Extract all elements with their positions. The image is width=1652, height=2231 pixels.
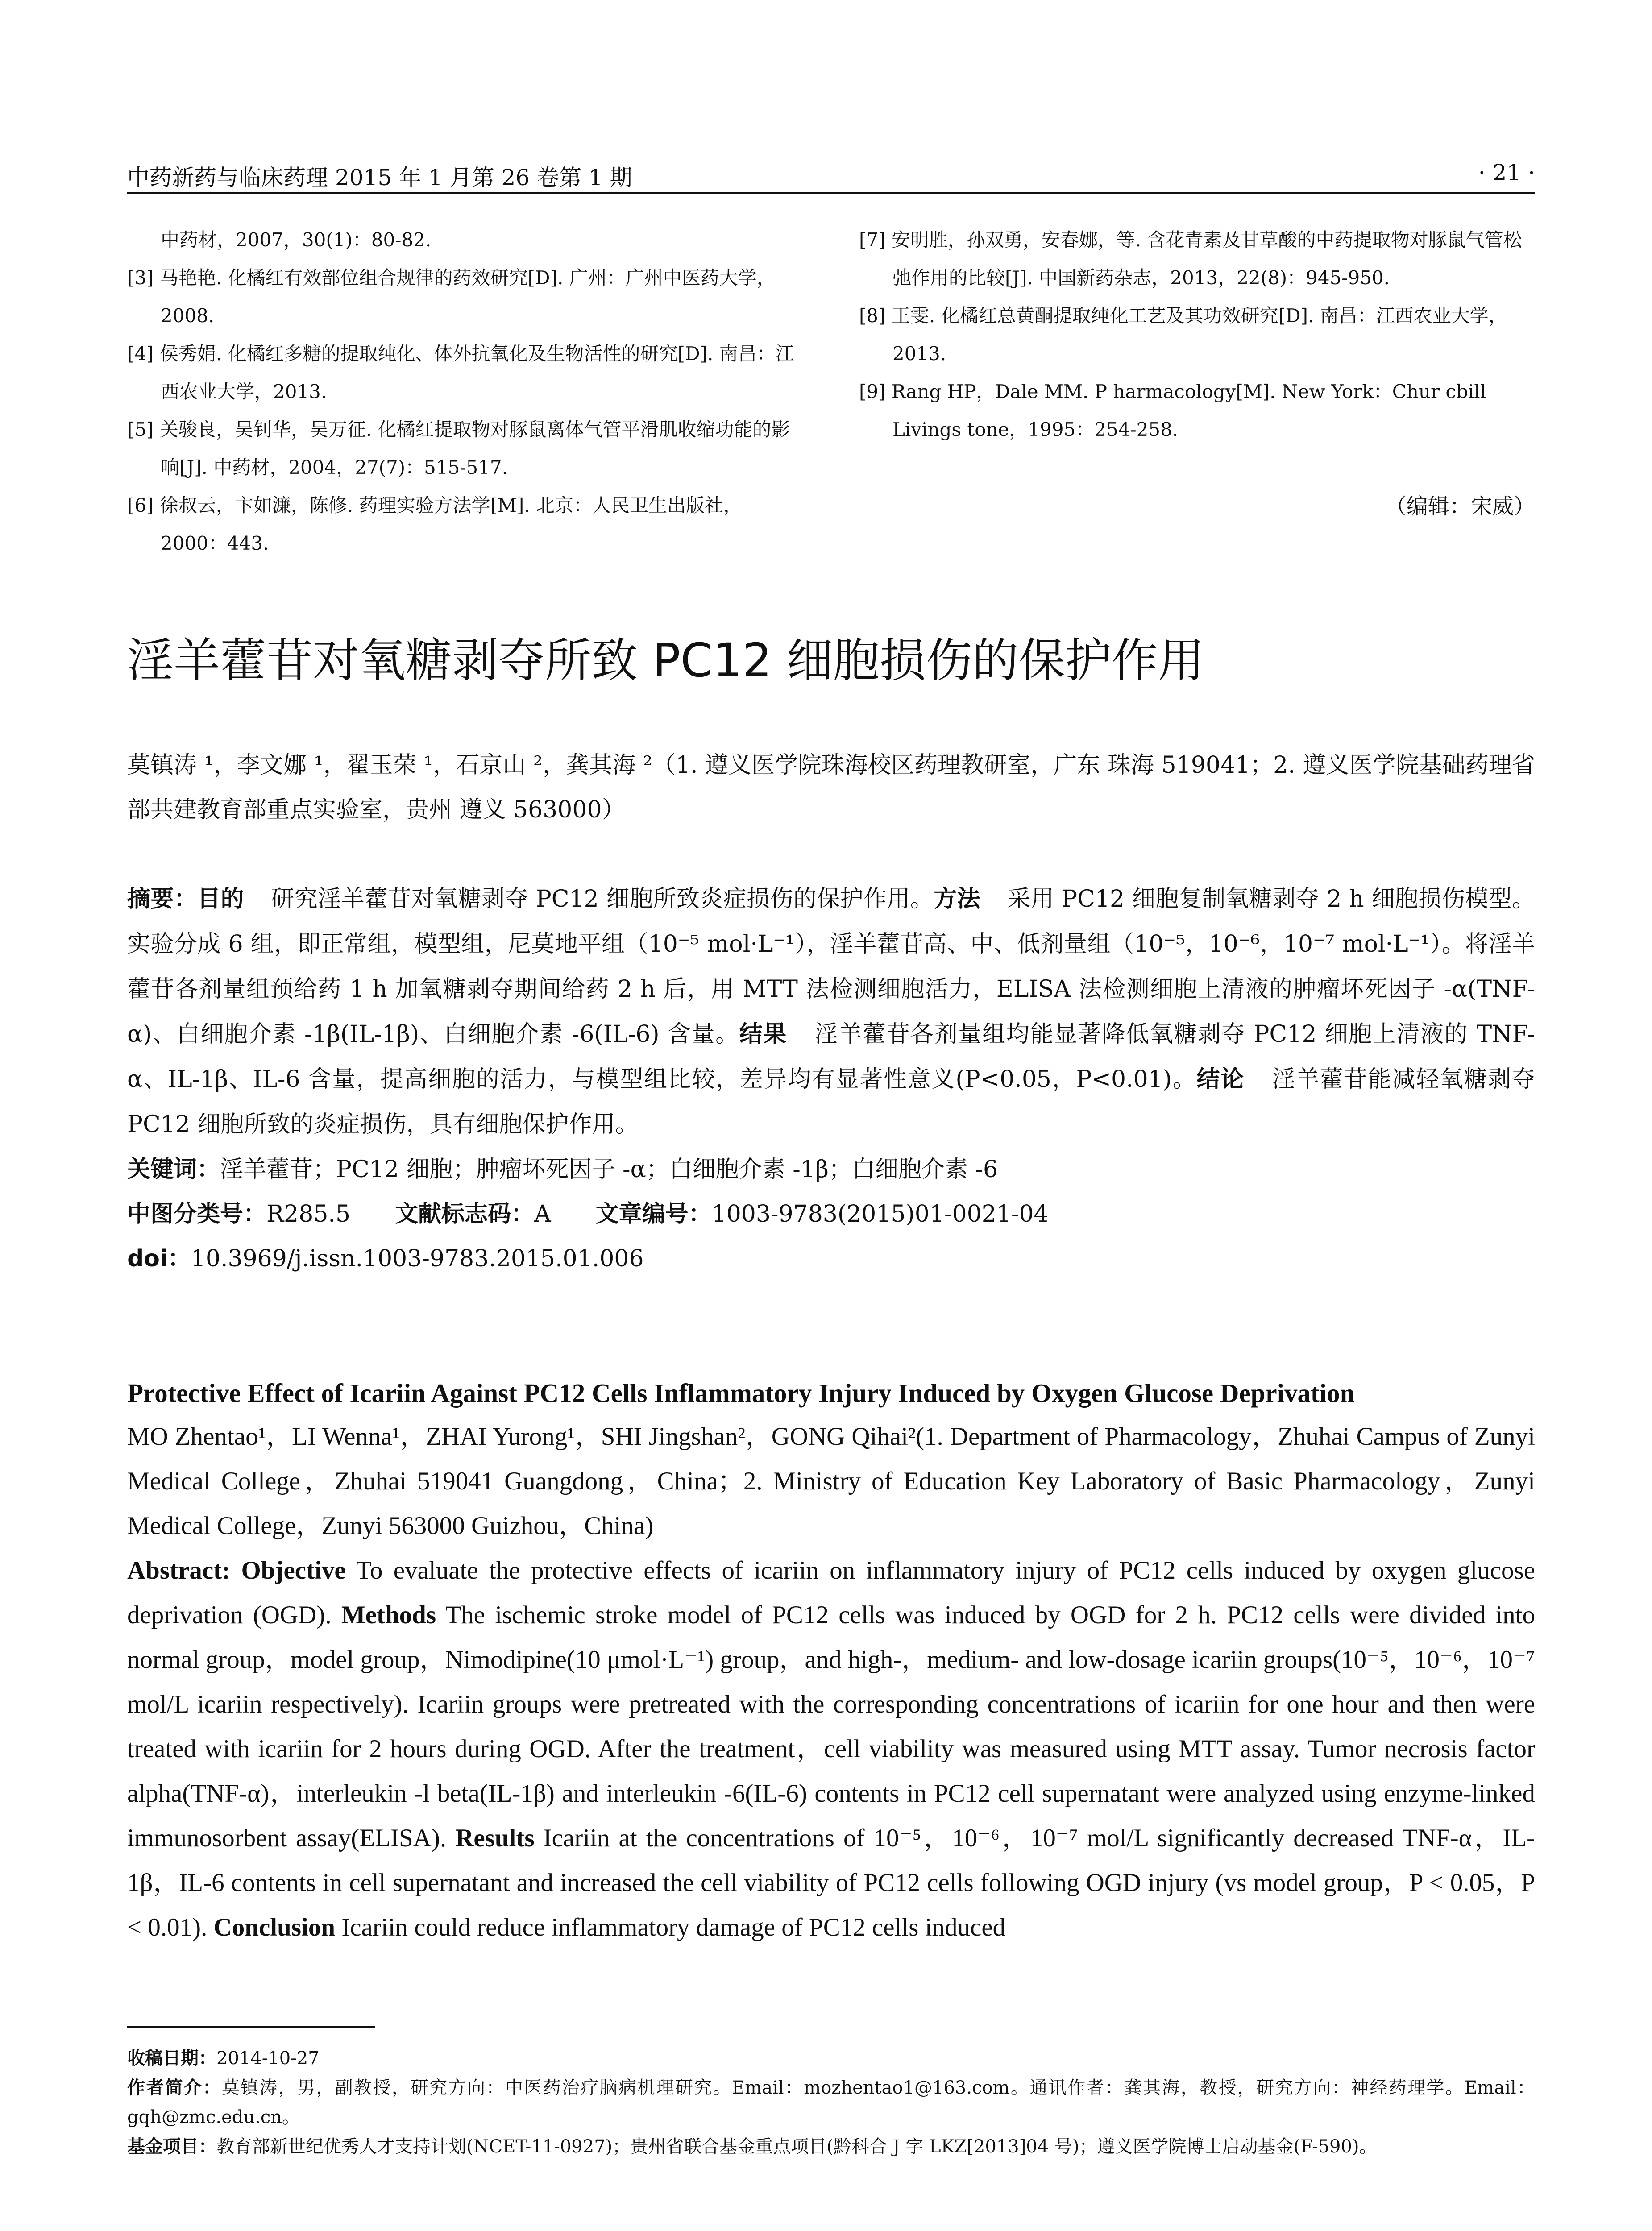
doi-line [127, 1236, 1535, 1281]
abstract-en [127, 1414, 1535, 1950]
authors-zh: 莫镇涛 ¹，李文娜 ¹，翟玉荣 ¹，石京山 ²，龚其海 ²（1. 遵义医学院珠海校区药理教研室，广东 珠海 519041；2. 遵义医学院基础药理省部共建教育部重点实验室，贵州 遵义 563000） [127, 752, 1535, 823]
conclusion-en-label: Conclusion [213, 1913, 336, 1941]
results-en-label: Results [455, 1824, 535, 1852]
objective-en-text: To evaluate the protective effects of icariin on inflammatory injury of PC12 cells induced by oxygen glucose deprivation (OGD). [127, 1556, 1535, 1629]
author-bio-label: 作者简介： [127, 2078, 222, 2098]
clc-label: 中图分类号： [127, 1201, 267, 1227]
methods-text: 采用 PC12 细胞复制氧糖剥夺 2 h 细胞损伤模型。实验分成 6 组，即正常组，模型组，尼莫地平组（10⁻⁵ mol·L⁻¹），淫羊藿苷高、中、低剂量组（10⁻⁵，10⁻⁶，10⁻⁷ mol·L⁻¹）。将淫羊藿苷各剂量组预给药 1 h 加氧糖剥夺期间给药 2 h 后，用 MTT 法检测细胞活力，ELISA 法检测细胞上清液的肿瘤坏死因子 -α(TNF-α)、白细胞介素 -1β(IL-1β)、白细胞介素 -6(IL-6) 含量。 [127, 886, 1535, 1048]
keywords-label: 关键词： [127, 1156, 220, 1183]
article-title-zh: 淫羊藿苷对氧糖剥夺所致 PC12 细胞损伤的保护作用 [127, 633, 1204, 688]
classification-line [127, 1192, 1535, 1236]
doccode-value: A [534, 1201, 551, 1227]
fund-note [127, 2132, 1535, 2161]
conclusion-text: 淫羊藿苷能减轻氧糖剥夺 PC12 细胞所致的炎症损伤，具有细胞保护作用。 [127, 1066, 1535, 1138]
author-bio-note [127, 2073, 1535, 2132]
reference-item: 中药材，2007，30(1)：80-82. [161, 229, 432, 251]
reference-item: [7] 安明胜，孙双勇，安春娜，等. 含花青素及甘草酸的中药提取物对豚鼠气管松弛作用的比较[J]. 中国新药杂志，2013，22(8)：945-950. [859, 229, 1522, 289]
received-date-note [127, 2044, 1535, 2073]
journal-name: 中药新药与临床药理 2015 年 1 月第 26 卷第 1 期 [127, 165, 632, 191]
abstract-zh-body [127, 877, 1535, 1147]
results-label: 结果 [739, 1021, 788, 1048]
keywords: 淫羊藿苷；PC12 细胞；肿瘤坏死因子 -α；白细胞介素 -1β；白细胞介素 -6 [220, 1156, 998, 1183]
abstract-zh [127, 877, 1535, 1281]
fund-text: 教育部新世纪优秀人才支持计划(NCET-11-0927)；贵州省联合基金重点项目(黔科合 J 字 LKZ[2013]04 号)；遵义医学院博士启动基金(F-590)。 [216, 2136, 1377, 2157]
abstract-label: 摘要： [127, 886, 198, 912]
articleno-label: 文章编号： [595, 1201, 712, 1227]
footnote-divider [127, 2026, 375, 2028]
objective-label: 目的 [197, 886, 245, 912]
reference-item: [3] 马艳艳. 化橘红有效部位组合规律的药效研究[D]. 广州：广州中医药大学，2008. [127, 267, 776, 327]
results-text: 淫羊藿苷各剂量组均能显著降低氧糖剥夺 PC12 细胞上清液的 TNF-α、IL-1β、IL-6 含量，提高细胞的活力，与模型组比较，差异均有显著性意义(P<0.05，P<0.01)。 [127, 1021, 1535, 1093]
results-en-text: Icariin at the concentrations of 10⁻⁵，10⁻⁶，10⁻⁷ mol/L significantly decreased TNF-α，IL-1β，IL-6 contents in cell supernatant and increased the cell viability of PC12 cells following OGD injury (vs model group，P < 0.05，P < 0.01). [127, 1824, 1536, 1941]
references-left-column [127, 221, 805, 562]
reference-item: [5] 关骏良，吴钊华，吴万征. 化橘红提取物对豚鼠离体气管平滑肌收缩功能的影响[J]. 中药材，2004，27(7)：515-517. [127, 419, 790, 478]
footnotes [127, 2044, 1535, 2161]
references-right-column [859, 221, 1535, 448]
methods-label: 方法 [934, 886, 981, 912]
keywords-line [127, 1147, 1535, 1192]
methods-en-label: Methods [341, 1601, 436, 1629]
reference-item: [8] 王雯. 化橘红总黄酮提取纯化工艺及其功效研究[D]. 南昌：江西农业大学，2013. [859, 305, 1507, 365]
reference-item: [9] Rang HP，Dale MM. P harmacology[M]. New York：Chur cbill Livings tone，1995：254-258. [859, 381, 1492, 440]
abstract-en-body [127, 1548, 1535, 1950]
conclusion-en-text: Icariin could reduce inflammatory damage of PC12 cells induced [341, 1913, 1006, 1941]
received-date: 2014-10-27 [216, 2048, 320, 2069]
author-bio: 莫镇涛，男，副教授，研究方向：中医药治疗脑病机理研究。Email：mozhentao1@163.com。通讯作者：龚其海，教授，研究方向：神经药理学。Email：gqh@zmc.edu.cn。 [127, 2078, 1536, 2127]
running-header [127, 152, 1535, 194]
page-number: · 21 · [1478, 160, 1535, 186]
reference-item: [6] 徐叔云，卞如濂，陈修. 药理实验方法学[M]. 北京：人民卫生出版社，2000：443. [127, 494, 743, 554]
doi-label: doi： [127, 1245, 191, 1272]
received-label: 收稿日期： [127, 2048, 216, 2069]
articleno-value: 1003-9783(2015)01-0021-04 [711, 1201, 1049, 1227]
doi-value: 10.3969/j.issn.1003-9783.2015.01.006 [191, 1245, 644, 1272]
objective-text: 研究淫羊藿苷对氧糖剥夺 PC12 细胞所致炎症损伤的保护作用。 [271, 886, 934, 912]
objective-en-label: Objective [241, 1556, 346, 1584]
methods-en-text: The ischemic stroke model of PC12 cells was induced by OGD for 2 h. PC12 cells were divided into normal group，model group，Nimodipine(10 μmol·L⁻¹) group，and high-，medium- and low-dosage icariin groups(10⁻⁵，10⁻⁶，10⁻⁷ mol/L icariin respectively). Icariin groups were pretreated with the corresponding concentrations of icariin for one hour and then were treated with icariin for 2 hours during OGD. After the treatment，cell viability was measured using MTT assay. Tumor necrosis factor alpha(TNF-α)，interleukin -l beta(IL-1β) and interleukin -6(IL-6) contents in PC12 cell supernatant were analyzed using enzyme-linked immunosorbent assay(ELISA). [127, 1601, 1536, 1852]
authors-en: MO Zhentao¹，LI Wenna¹，ZHAI Yurong¹，SHI Jingshan²，GONG Qihai²(1. Department of Pharmacology，Zhuhai Campus of Zunyi Medical College，Zhuhai 519041 Guangdong，China；2. Ministry of Education Key Laboratory of Basic Pharmacology，Zunyi Medical College，Zunyi 563000 Guizhou，China) [127, 1422, 1535, 1540]
doccode-label: 文献标志码： [395, 1201, 535, 1227]
reference-item: [4] 侯秀娟. 化橘红多糖的提取纯化、体外抗氧化及生物活性的研究[D]. 南昌：江西农业大学，2013. [127, 343, 794, 402]
editor-note: （编辑：宋威） [1385, 494, 1535, 519]
article-title-en: Protective Effect of Icariin Against PC12 Cells Inflammatory Injury Induced by Oxygen Glucose Deprivation [127, 1378, 1355, 1408]
fund-label: 基金项目： [127, 2136, 216, 2157]
conclusion-label: 结论 [1196, 1066, 1245, 1093]
clc-value: R285.5 [266, 1201, 351, 1227]
abstract-en-label: Abstract: [127, 1556, 231, 1584]
